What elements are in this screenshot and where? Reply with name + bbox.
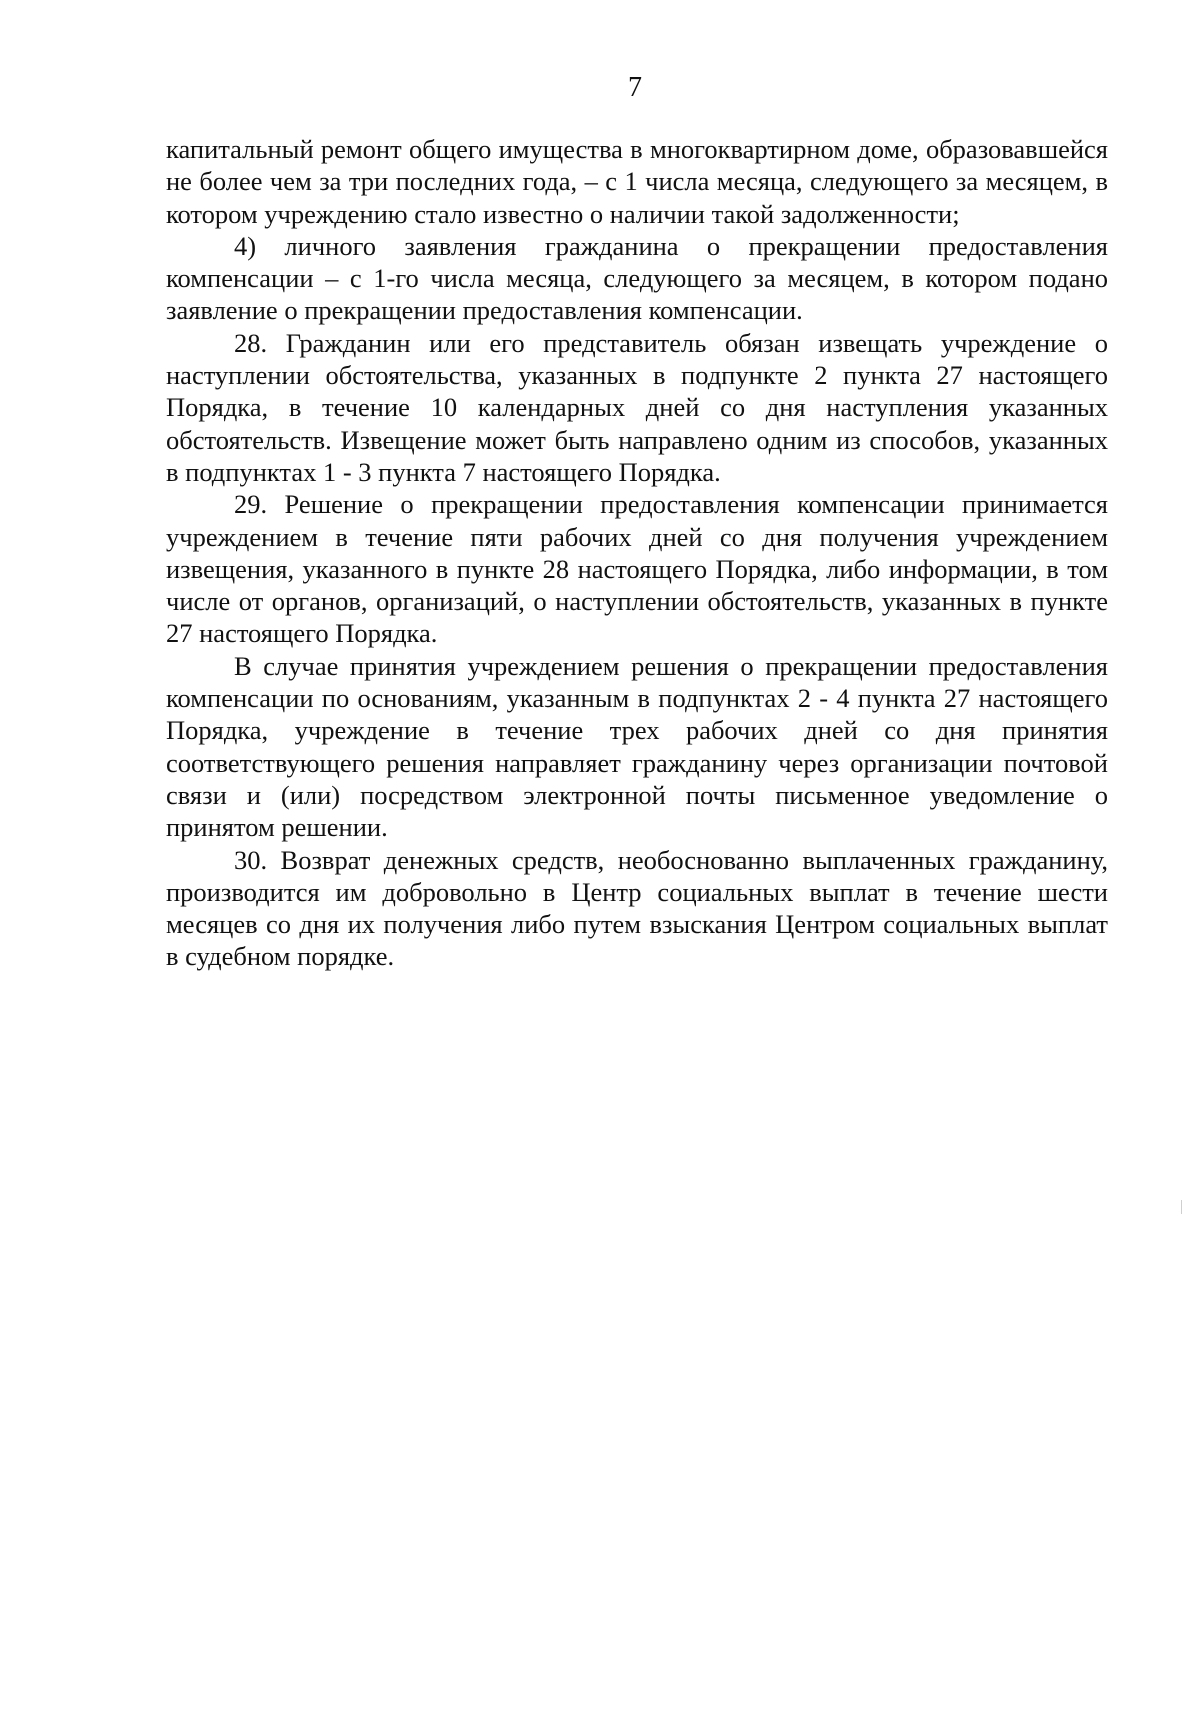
paragraph-clause-29-continued: В случае принятия учреждением решения о прекращении предоставления компенсации по основаниям, указанным в подпунктах 2 - 4 пункта 27 настоящего Порядка, учреждение в течение трех рабочих дней со дня принятия соответствующего решения направляет гражданину через организации почтовой связи и (или) посредством электронной почты письменное уведомление о принятом решении. xyxy=(166,650,1108,843)
paragraph-subpoint-4: 4) личного заявления гражданина о прекращении предоставления компенсации – с 1-го числа месяца, следующего за месяцем, в котором подано заявление о прекращении предоставления компенсации. xyxy=(166,230,1108,326)
paragraph-clause-29: 29. Решение о прекращении предоставления компенсации принимается учреждением в течение пяти рабочих дней со дня получения учреждением извещения, указанного в пункте 28 настоящего Порядка, либо информации, в том числе от органов, организаций, о наступлении обстоятельств, указанных в пункте 27 настоящего Порядка. xyxy=(166,489,1108,649)
scan-edge-mark xyxy=(1181,1200,1182,1214)
page-number: 7 xyxy=(628,72,642,103)
paragraph-clause-30: 30. Возврат денежных средств, необоснованно выплаченных гражданину, производится им добровольно в Центр социальных выплат в течение шести месяцев со дня их получения либо путем взыскания Центром социальных выплат в судебном порядке. xyxy=(166,844,1108,972)
paragraph-continuation: капитальный ремонт общего имущества в многоквартирном доме, образовавшейся не более чем за три последних года, – с 1 числа месяца, следующего за месяцем, в котором учреждению стало известно о наличии такой задолженности; xyxy=(166,134,1108,229)
paragraph-clause-28: 28. Гражданин или его представитель обязан извещать учреждение о наступлении обстоятельства, указанных в подпункте 2 пункта 27 настоящего Порядка, в течение 10 календарных дней со дня наступления указанных обстоятельств. Извещение может быть направлено одним из способов, указанных в подпунктах 1 - 3 пункта 7 настоящего Порядка. xyxy=(166,327,1108,487)
document-body xyxy=(166,133,1108,973)
